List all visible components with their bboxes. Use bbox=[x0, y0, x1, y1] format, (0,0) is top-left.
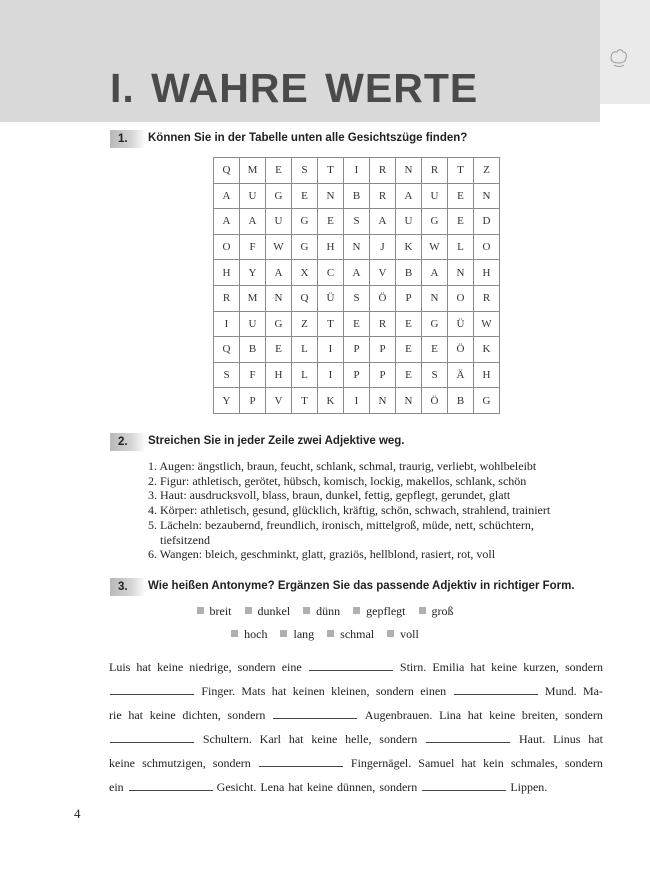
text-word: keine bbox=[311, 732, 338, 746]
grid-cell: J bbox=[370, 234, 396, 260]
word-bank-item: hoch bbox=[231, 627, 267, 642]
grid-cell: G bbox=[266, 311, 292, 337]
text-word: sondern bbox=[227, 708, 266, 722]
grid-cell: N bbox=[266, 285, 292, 311]
grid-cell: O bbox=[474, 234, 500, 260]
text-word: Ma- bbox=[582, 684, 603, 698]
grid-cell: T bbox=[318, 311, 344, 337]
grid-cell: S bbox=[422, 362, 448, 388]
answer-blank[interactable] bbox=[454, 685, 538, 695]
grid-cell: A bbox=[422, 260, 448, 286]
grid-row bbox=[214, 362, 500, 388]
grid-cell: O bbox=[214, 234, 240, 260]
hand-icon bbox=[608, 44, 630, 70]
word-bank-item: schmal bbox=[327, 627, 374, 642]
grid-cell: E bbox=[396, 311, 422, 337]
word-bank-item: dunkel bbox=[245, 604, 291, 619]
word-bank-item: groß bbox=[419, 604, 454, 619]
word-bank-item: lang bbox=[280, 627, 314, 642]
grid-cell: W bbox=[266, 234, 292, 260]
word-bank-row-2 bbox=[0, 627, 650, 642]
grid-cell: N bbox=[448, 260, 474, 286]
grid-cell: I bbox=[318, 362, 344, 388]
grid-cell: P bbox=[344, 337, 370, 363]
text-word: hat bbox=[461, 756, 477, 770]
grid-cell: F bbox=[240, 234, 266, 260]
cloze-line bbox=[109, 684, 603, 699]
grid-row bbox=[214, 234, 500, 260]
grid-row bbox=[214, 388, 500, 414]
text-word: niedrige, bbox=[189, 660, 232, 674]
text-word: dichten, bbox=[182, 708, 221, 722]
text-word: kurzen, bbox=[523, 660, 559, 674]
grid-cell: W bbox=[474, 311, 500, 337]
text-word: kein bbox=[483, 756, 504, 770]
grid-cell: Q bbox=[214, 337, 240, 363]
square-bullet-icon bbox=[245, 607, 252, 614]
grid-cell: R bbox=[422, 158, 448, 184]
text-word: Emilia bbox=[432, 660, 465, 674]
grid-row bbox=[214, 311, 500, 337]
cloze-line bbox=[109, 756, 603, 771]
square-bullet-icon bbox=[419, 607, 426, 614]
adjective-line: 5. Lächeln: bezaubernd, freundlich, ironisch, mittelgroß, müde, nett, schüchtern, bbox=[148, 517, 534, 532]
grid-cell: A bbox=[370, 209, 396, 235]
chapter-title: I. WAHRE WERTE bbox=[110, 65, 479, 111]
text-word: helle, bbox=[345, 732, 372, 746]
answer-blank[interactable] bbox=[273, 709, 357, 719]
grid-cell: N bbox=[396, 388, 422, 414]
word-bank-item: gepflegt bbox=[353, 604, 405, 619]
text-word: dünnen, bbox=[336, 780, 376, 794]
text-word: Luis bbox=[109, 660, 131, 674]
grid-cell: M bbox=[240, 158, 266, 184]
grid-cell: R bbox=[214, 285, 240, 311]
grid-cell: L bbox=[292, 337, 318, 363]
cloze-line bbox=[109, 708, 603, 723]
text-word: keine bbox=[157, 660, 184, 674]
grid-cell: A bbox=[396, 183, 422, 209]
grid-cell: U bbox=[422, 183, 448, 209]
grid-cell: Y bbox=[240, 260, 266, 286]
text-word: Finger. bbox=[201, 684, 236, 698]
text-word: hat bbox=[288, 780, 303, 794]
grid-cell: U bbox=[240, 311, 266, 337]
grid-cell: K bbox=[318, 388, 344, 414]
text-word: sondern bbox=[564, 708, 603, 722]
grid-cell: R bbox=[370, 158, 396, 184]
word-search-grid bbox=[213, 157, 500, 414]
grid-cell: U bbox=[396, 209, 422, 235]
text-word: breiten, bbox=[521, 708, 559, 722]
text-word: kleinen, bbox=[331, 684, 370, 698]
grid-cell: R bbox=[474, 285, 500, 311]
text-word: Linus bbox=[553, 732, 581, 746]
text-word: sondern bbox=[237, 660, 276, 674]
grid-cell: S bbox=[292, 158, 318, 184]
grid-row bbox=[214, 260, 500, 286]
text-word: Samuel bbox=[418, 756, 455, 770]
grid-cell: N bbox=[344, 234, 370, 260]
cloze-text bbox=[109, 660, 603, 800]
grid-cell: S bbox=[344, 209, 370, 235]
grid-cell: A bbox=[214, 183, 240, 209]
text-word: keine bbox=[489, 708, 516, 722]
square-bullet-icon bbox=[303, 607, 310, 614]
grid-cell: E bbox=[396, 337, 422, 363]
text-word: sondern bbox=[212, 756, 251, 770]
text-word: Karl bbox=[259, 732, 281, 746]
grid-cell: P bbox=[240, 388, 266, 414]
grid-cell: Y bbox=[214, 388, 240, 414]
text-word: sondern bbox=[379, 732, 418, 746]
grid-cell: N bbox=[474, 183, 500, 209]
grid-cell: H bbox=[318, 234, 344, 260]
cloze-line bbox=[109, 780, 603, 795]
grid-cell: Z bbox=[474, 158, 500, 184]
word-bank-item: dünn bbox=[303, 604, 340, 619]
grid-cell: Ö bbox=[448, 337, 474, 363]
grid-cell: E bbox=[448, 209, 474, 235]
square-bullet-icon bbox=[280, 630, 287, 637]
grid-cell: G bbox=[422, 209, 448, 235]
task-instruction-3: Wie heißen Antonyme? Ergänzen Sie das passende Adjektiv in richtiger Form. bbox=[148, 580, 575, 592]
grid-cell: Ä bbox=[448, 362, 474, 388]
text-word: keine bbox=[491, 660, 518, 674]
cloze-line bbox=[109, 732, 603, 747]
adjective-line: 4. Körper: athletisch, gesund, glücklich, kräftig, schön, schwach, strahlend, trainiert bbox=[148, 503, 551, 518]
grid-cell: D bbox=[474, 209, 500, 235]
text-word: Schultern. bbox=[202, 732, 252, 746]
text-word: hat bbox=[467, 708, 483, 722]
adjective-line: 6. Wangen: bleich, geschminkt, glatt, graziös, hellblond, rasiert, rot, voll bbox=[148, 547, 496, 562]
grid-cell: I bbox=[214, 311, 240, 337]
grid-cell: G bbox=[266, 183, 292, 209]
text-word: hat bbox=[128, 708, 144, 722]
grid-cell: I bbox=[344, 158, 370, 184]
grid-cell: E bbox=[422, 337, 448, 363]
text-word: hat bbox=[271, 684, 287, 698]
text-word: hat bbox=[136, 660, 152, 674]
grid-cell: E bbox=[292, 183, 318, 209]
text-word: keine bbox=[306, 780, 333, 794]
text-word: ein bbox=[109, 780, 124, 794]
grid-cell: N bbox=[396, 158, 422, 184]
text-word: keinen bbox=[292, 684, 325, 698]
text-word: schmales, bbox=[510, 756, 558, 770]
grid-cell: X bbox=[292, 260, 318, 286]
grid-cell: K bbox=[396, 234, 422, 260]
square-bullet-icon bbox=[327, 630, 334, 637]
grid-cell: L bbox=[448, 234, 474, 260]
cloze-line bbox=[109, 660, 603, 675]
grid-cell: N bbox=[422, 285, 448, 311]
answer-blank[interactable] bbox=[110, 733, 194, 743]
grid-cell: Ü bbox=[318, 285, 344, 311]
grid-cell: S bbox=[214, 362, 240, 388]
grid-cell: B bbox=[448, 388, 474, 414]
grid-cell: O bbox=[448, 285, 474, 311]
task-number-1: 1. bbox=[110, 130, 146, 148]
grid-cell: H bbox=[266, 362, 292, 388]
grid-cell: G bbox=[292, 209, 318, 235]
grid-cell: Z bbox=[292, 311, 318, 337]
text-word: Gesicht. bbox=[216, 780, 257, 794]
text-word: Haut. bbox=[518, 732, 546, 746]
grid-cell: N bbox=[370, 388, 396, 414]
text-word: Lippen. bbox=[510, 780, 548, 794]
text-word: sondern bbox=[379, 780, 418, 794]
grid-cell: E bbox=[266, 158, 292, 184]
adjective-line: 3. Haut: ausdrucksvoll, blass, braun, dunkel, fettig, gepflegt, gerundet, glatt bbox=[148, 488, 511, 503]
grid-cell: G bbox=[474, 388, 500, 414]
grid-cell: A bbox=[266, 260, 292, 286]
grid-cell: T bbox=[318, 158, 344, 184]
grid-cell: U bbox=[240, 183, 266, 209]
adjective-line: 2. Figur: athletisch, gerötet, hübsch, komisch, lockig, makellos, schlank, schön bbox=[148, 473, 527, 488]
text-word: Fingernägel. bbox=[350, 756, 412, 770]
adjective-list bbox=[148, 459, 608, 562]
text-word: rie bbox=[109, 708, 122, 722]
word-bank-row-1 bbox=[0, 604, 650, 619]
grid-cell: H bbox=[474, 260, 500, 286]
text-word: sondern bbox=[375, 684, 414, 698]
grid-cell: B bbox=[240, 337, 266, 363]
page-number: 4 bbox=[74, 806, 81, 821]
task-instruction-1: Können Sie in der Tabelle unten alle Gesichtszüge finden? bbox=[148, 132, 468, 144]
text-word: Mats bbox=[241, 684, 266, 698]
text-word: schmutzigen, bbox=[142, 756, 206, 770]
text-word: keine bbox=[149, 708, 176, 722]
grid-cell: L bbox=[292, 362, 318, 388]
grid-cell: P bbox=[396, 285, 422, 311]
grid-cell: R bbox=[370, 311, 396, 337]
text-word: hat bbox=[288, 732, 304, 746]
grid-row bbox=[214, 158, 500, 184]
grid-cell: Ö bbox=[370, 285, 396, 311]
adjective-line: 1. Augen: ängstlich, braun, feucht, schlank, schmal, traurig, verliebt, wohlbeleibt bbox=[148, 459, 537, 473]
text-word: Mund. bbox=[544, 684, 577, 698]
text-word: hat bbox=[588, 732, 603, 746]
grid-cell: Ü bbox=[448, 311, 474, 337]
grid-cell: I bbox=[318, 337, 344, 363]
grid-row bbox=[214, 337, 500, 363]
adjective-line: tiefsitzend bbox=[160, 532, 210, 547]
grid-cell: E bbox=[344, 311, 370, 337]
grid-cell: B bbox=[344, 183, 370, 209]
grid-cell: Q bbox=[214, 158, 240, 184]
text-word: keine bbox=[109, 756, 135, 770]
grid-cell: H bbox=[474, 362, 500, 388]
grid-cell: Ö bbox=[422, 388, 448, 414]
grid-cell: H bbox=[214, 260, 240, 286]
text-word: Lena bbox=[260, 780, 285, 794]
answer-blank[interactable] bbox=[110, 685, 194, 695]
grid-cell: B bbox=[396, 260, 422, 286]
task-number-3: 3. bbox=[110, 578, 146, 596]
grid-row bbox=[214, 183, 500, 209]
grid-cell: S bbox=[344, 285, 370, 311]
grid-row bbox=[214, 285, 500, 311]
grid-cell: G bbox=[292, 234, 318, 260]
grid-cell: E bbox=[448, 183, 474, 209]
grid-cell: P bbox=[370, 337, 396, 363]
grid-cell: U bbox=[266, 209, 292, 235]
answer-blank[interactable] bbox=[309, 661, 393, 671]
grid-cell: A bbox=[214, 209, 240, 235]
grid-cell: K bbox=[474, 337, 500, 363]
grid-cell: F bbox=[240, 362, 266, 388]
answer-blank[interactable] bbox=[129, 781, 213, 791]
grid-cell: T bbox=[448, 158, 474, 184]
grid-cell: A bbox=[344, 260, 370, 286]
square-bullet-icon bbox=[197, 607, 204, 614]
task-number-2: 2. bbox=[110, 433, 146, 451]
text-word: hat bbox=[470, 660, 486, 674]
grid-row bbox=[214, 209, 500, 235]
square-bullet-icon bbox=[387, 630, 394, 637]
grid-cell: T bbox=[292, 388, 318, 414]
grid-cell: W bbox=[422, 234, 448, 260]
word-bank-item: voll bbox=[387, 627, 419, 642]
grid-cell: E bbox=[318, 209, 344, 235]
grid-cell: R bbox=[370, 183, 396, 209]
grid-cell: G bbox=[422, 311, 448, 337]
side-tab bbox=[600, 0, 650, 104]
text-word: einen bbox=[420, 684, 447, 698]
text-word: Stirn. bbox=[399, 660, 427, 674]
answer-blank[interactable] bbox=[259, 757, 343, 767]
answer-blank[interactable] bbox=[426, 733, 510, 743]
grid-cell: N bbox=[318, 183, 344, 209]
word-bank-item: breit bbox=[197, 604, 232, 619]
grid-cell: P bbox=[344, 362, 370, 388]
grid-cell: E bbox=[266, 337, 292, 363]
square-bullet-icon bbox=[353, 607, 360, 614]
grid-cell: V bbox=[370, 260, 396, 286]
grid-cell: V bbox=[266, 388, 292, 414]
grid-cell: Q bbox=[292, 285, 318, 311]
answer-blank[interactable] bbox=[422, 781, 506, 791]
square-bullet-icon bbox=[231, 630, 238, 637]
grid-cell: A bbox=[240, 209, 266, 235]
grid-cell: E bbox=[396, 362, 422, 388]
grid-cell: M bbox=[240, 285, 266, 311]
text-word: sondern bbox=[564, 756, 603, 770]
task-instruction-2: Streichen Sie in jeder Zeile zwei Adjektive weg. bbox=[148, 435, 405, 447]
grid-cell: I bbox=[344, 388, 370, 414]
grid-cell: C bbox=[318, 260, 344, 286]
text-word: Lina bbox=[439, 708, 462, 722]
text-word: sondern bbox=[564, 660, 603, 674]
grid-cell: P bbox=[370, 362, 396, 388]
text-word: eine bbox=[281, 660, 302, 674]
text-word: Augenbrauen. bbox=[364, 708, 433, 722]
